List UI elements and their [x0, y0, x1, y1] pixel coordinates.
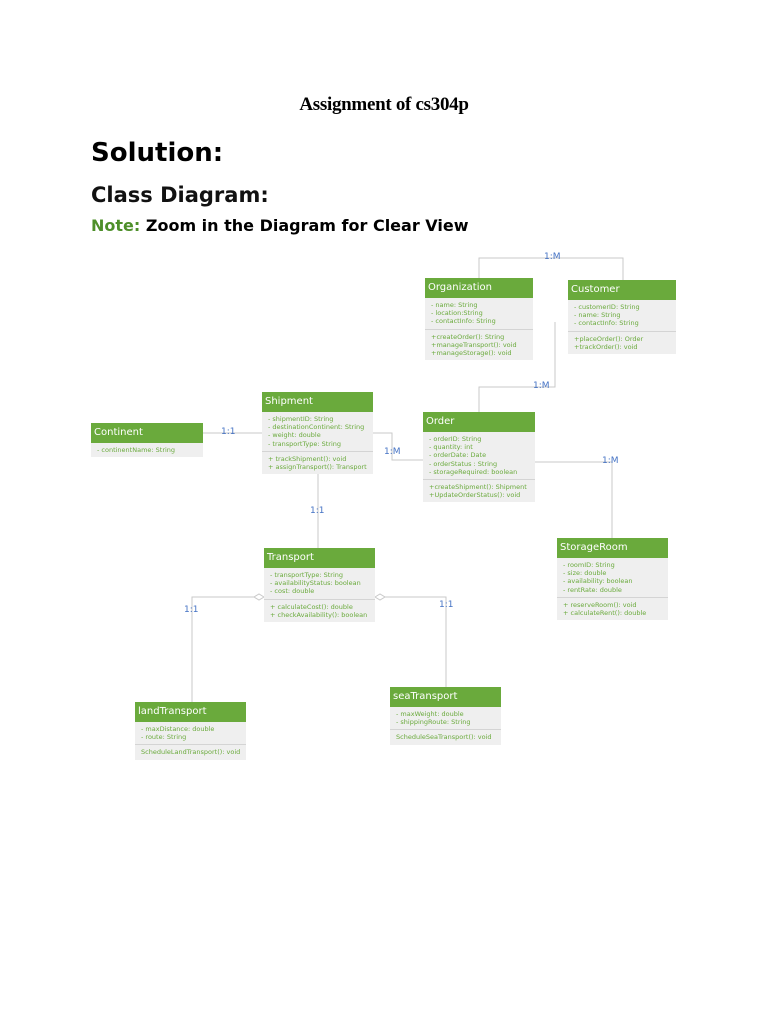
attribute: - shippingRoute: String [396, 718, 471, 727]
attribute: - roomID: String [563, 561, 615, 569]
mult-transport-land: 1:1 [184, 605, 199, 615]
attribute: - name: String [574, 311, 621, 320]
class-methods [264, 600, 375, 622]
class-storageroom [557, 538, 668, 620]
class-methods [390, 730, 501, 744]
line-transport-sea [375, 597, 446, 687]
attribute: - orderID: String [429, 435, 482, 443]
mult-shipment-order: 1:M [384, 447, 401, 457]
class-attributes [390, 707, 501, 730]
method: + trackShipment(): void [268, 454, 347, 463]
class-methods [568, 332, 676, 354]
class-attributes [262, 412, 373, 452]
method: +manageStorage(): void [431, 349, 512, 358]
class-name: Transport [264, 548, 375, 568]
class-diagram-heading: Class Diagram: [91, 183, 269, 207]
attribute: - storageRequired: boolean [429, 467, 518, 476]
attribute: - maxWeight: double [396, 710, 464, 718]
class-name: Order [423, 412, 535, 432]
note-text: Zoom in the Diagram for Clear View [140, 216, 469, 235]
class-continent [91, 423, 203, 457]
attribute: - transportType: String [268, 439, 342, 448]
attribute: - weight: double [268, 431, 321, 440]
line-transport-land [192, 597, 264, 702]
attribute: - contactInfo: String [574, 319, 639, 328]
class-methods [557, 598, 668, 620]
class-organization [425, 278, 533, 360]
attribute: - route: String [141, 733, 187, 742]
note-label: Note: [91, 216, 141, 235]
diamond-transport-land [254, 594, 264, 600]
attribute: - rentRate: double [563, 585, 622, 594]
attribute: - orderStatus : String [429, 459, 498, 468]
class-name: StorageRoom [557, 538, 668, 558]
attribute: - customerID: String [574, 303, 640, 311]
class-order [423, 412, 535, 502]
class-customer [568, 280, 676, 354]
class-name: Customer [568, 280, 676, 300]
method: +createOrder(): String [431, 332, 505, 341]
class-methods [423, 480, 535, 502]
class-methods [135, 745, 246, 759]
attribute: - orderDate: Date [429, 451, 487, 460]
class-name: Shipment [262, 392, 373, 412]
method: +manageTransport(): void [431, 340, 517, 349]
attribute: - maxDistance: double [141, 725, 215, 733]
class-attributes [425, 298, 533, 330]
method: + assignTransport(): Transport [268, 463, 367, 472]
method: + reserveRoom(): void [563, 600, 637, 609]
class-name: landTransport [135, 702, 246, 722]
method: + checkAvailability(): boolean [270, 610, 368, 619]
method: + calculateCost(): double [270, 602, 353, 611]
mult-continent-shipment: 1:1 [221, 427, 236, 437]
attribute: - destinationContinent: String [268, 423, 365, 432]
class-landtransport [135, 702, 246, 760]
class-name: seaTransport [390, 687, 501, 707]
attribute: - availability: boolean [563, 577, 633, 586]
method: + calculateRent(): double [563, 609, 647, 618]
line-order-storage [535, 462, 612, 538]
class-attributes [423, 432, 535, 480]
method: ScheduleSeaTransport(): void [396, 733, 492, 742]
class-attributes [264, 568, 375, 600]
mult-transport-sea: 1:1 [439, 600, 454, 610]
method: +placeOrder(): Order [574, 334, 644, 343]
diamond-transport-sea [375, 594, 385, 600]
attribute: - continentName: String [97, 446, 176, 454]
solution-heading: Solution: [91, 138, 224, 168]
method: +UpdateOrderStatus(): void [429, 491, 521, 500]
class-name: Organization [425, 278, 533, 298]
attribute: - location:String [431, 309, 483, 318]
class-attributes [568, 300, 676, 332]
attribute: - size: double [563, 569, 607, 578]
document-title: Assignment of cs304p [299, 94, 469, 115]
mult-customer-order: 1:M [533, 381, 550, 391]
attribute: - availabilityStatus: boolean [270, 579, 361, 588]
attribute: - contactInfo: String [431, 317, 496, 326]
attribute: - transportType: String [270, 571, 344, 579]
class-seatransport [390, 687, 501, 745]
class-methods [262, 452, 373, 474]
mult-org-customer: 1:M [544, 252, 561, 262]
method: +createShipment(): Shipment [429, 483, 527, 492]
attribute: - cost: double [270, 587, 315, 596]
class-name: Continent [91, 423, 203, 443]
class-attributes [557, 558, 668, 598]
attribute: - name: String [431, 301, 478, 309]
method: +trackOrder(): void [574, 342, 638, 351]
class-attributes [91, 443, 203, 457]
mult-shipment-transport: 1:1 [310, 506, 325, 516]
attribute: - shipmentID: String [268, 415, 334, 423]
class-attributes [135, 722, 246, 745]
mult-order-storage: 1:M [602, 456, 619, 466]
class-shipment [262, 392, 373, 474]
class-transport [264, 548, 375, 622]
method: ScheduleLandTransport(): void [141, 748, 241, 757]
class-methods [425, 330, 533, 361]
attribute: - quantity: int [429, 443, 473, 452]
